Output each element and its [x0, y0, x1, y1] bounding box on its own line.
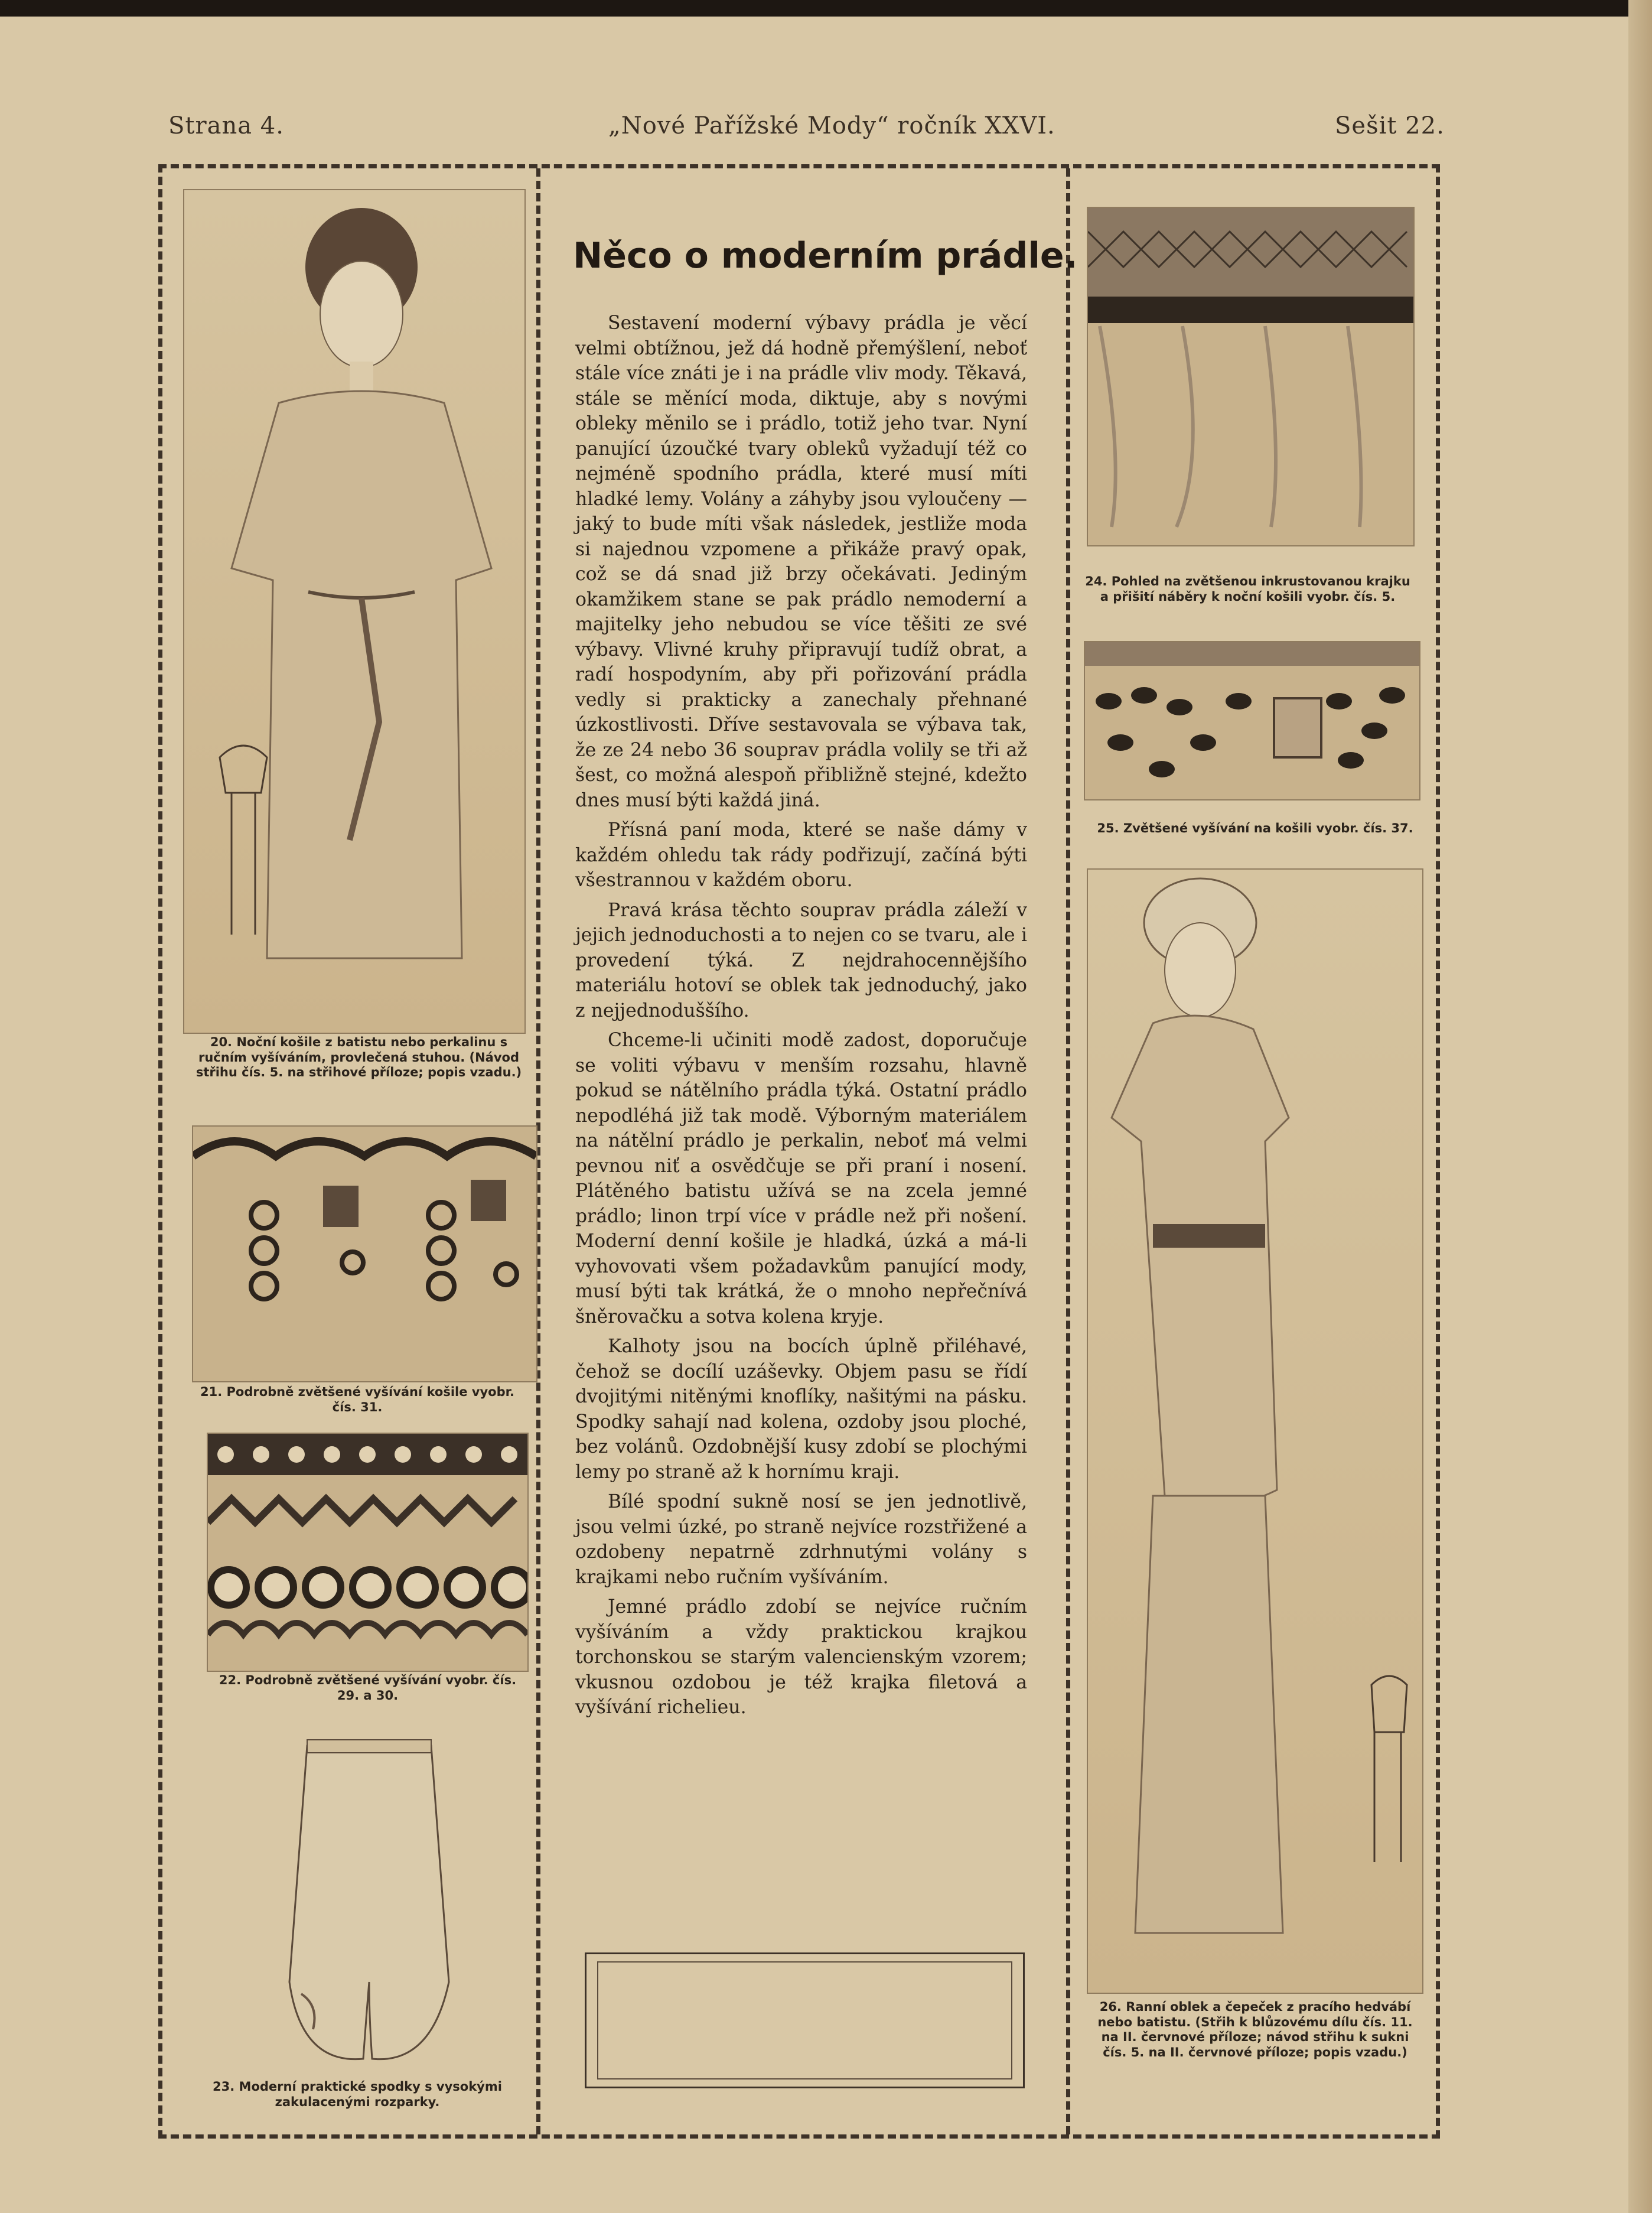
caption-fig25: 25. Zvětšené vyšívání na košili vyobr. čís. 37.: [1097, 821, 1413, 835]
scan-right-edge: [1628, 0, 1652, 2213]
article-paragraph: Jemné prádlo zdobí se nejvíce ručním vyšíváním a vždy praktickou krajkou torchonskou se starým valencienským vzorem; vkusnou ozdobou je též krajka filetová a vyšívání richelieu.: [575, 1596, 1027, 1718]
figure-26-morning-dress-illustration: [1087, 868, 1423, 1994]
article-paragraph: Pravá krása těchto souprav prádla záleží v jejich jednoduchosti a to nejen co se tvaru, ale i provedení týká. Z nejdrahocennějšího materiálu hotoví se oblek tak jednoduchý, jako z nejjednoduššího.: [575, 899, 1027, 1021]
page-number: Strana 4.: [168, 112, 284, 139]
figure-22-embroidery-illustration: [207, 1433, 529, 1672]
empty-frame-box: [585, 1952, 1025, 2088]
issue-number: Sešit 22.: [1335, 112, 1445, 139]
article-body: [575, 311, 1027, 1725]
article-paragraph: Přísná paní moda, které se naše dámy v každém ohledu tak rády podřizují, začíná býti všestrannou v každém oboru.: [575, 819, 1027, 891]
article-paragraph: Chceme-li učiniti modě zadost, doporučuje se voliti výbavu v menším rozsahu, hlavně pokud se nátělního prádla týká. Ostatní prádlo nepodléhá již tak modě. Výborným materiálem na nátělní prádlo je perkalin, neboť má velmi pevnou niť a osvědčuje se při praní i nosení. Plátěného batistu užívá se na zcela jemné prádlo; linon trpí více v prádle než při nošení. Moderní denní košile je hladká, úzká a má-li vyhovovati všem požadavkům panující mody, musí býti tak krátká, že o mnoho nepřečnívá šněrovačku a sotva kolena kryje.: [575, 1030, 1027, 1327]
figure-25-embroidery-illustration: [1084, 641, 1420, 800]
caption-fig26: 26. Ranní oblek a čepeček z pracího hedvábí nebo batistu. (Střih k blůzovému dílu čís. 11. na II. červnové příloze; návod střihu k sukni čís. 5. na II. červnové příloze; popis vzadu.): [1097, 2000, 1413, 2059]
scan-top-edge: [0, 0, 1652, 17]
article-paragraph: Bílé spodní sukně nosí se jen jednotlivě, jsou velmi úzké, po straně nejvíce rozstřižené a ozdobeny nepatrně zdrhnutými volány s krajkami nebo ručním vyšíváním.: [575, 1491, 1027, 1588]
caption-fig23: 23. Moderní praktické spodky s vysokými zakulacenými rozparky.: [213, 2079, 502, 2109]
article-title: Něco o moderním prádle.: [573, 235, 1078, 276]
caption-fig20: 20. Noční košile z batistu nebo perkalinu s ručním vyšíváním, provlečená stuhou. (Návod střihu čís. 5. na střihové příloze; popis vzadu.): [195, 1035, 522, 1080]
figure-23-drawers-illustration: [284, 1734, 455, 2074]
figure-20-nightgown-illustration: [183, 189, 526, 1034]
column-rule-right: [1066, 168, 1070, 2134]
caption-fig21: 21. Podrobně zvětšené vyšívání košile vyobr. čís. 31.: [200, 1385, 514, 1414]
journal-title: „Nové Pařížské Mody“ ročník XXVI.: [608, 112, 1055, 139]
article-paragraph: Sestavení moderní výbavy prádla je věcí velmi obtížnou, jež dá hodně přemýšlení, neboť stále více znáti je i na prádle vliv mody. Těkavá, stále se měnící moda, diktuje, aby s novými obleky měnilo se i prádlo, totiž jeho tvar. Nyní panující úzoučké tvary obleků vyžadují též co nejméně spodního prádla, které musí míti hladké lemy. Volány a záhyby jsou vyloučeny — jaký to bude míti však následek, jestliže moda si najednou vzpomene a přikáže pravý opak, což se dá snad již brzy očekávati. Jediným okamžikem stane se pak prádlo nemoderní a majitelky jeho nebudou se více těšiti ze své výbavy. Vlivné kruhy připravují tudíž obrat, a radí hospodyním, aby při pořizování prádla vedly si prakticky a zanechaly přehnané úzkostlivosti. Dříve sestavovala se výbava tak, že ze 24 nebo 36 souprav prádla volily se tři až šest, co možná alespoň přibližně stejné, kdežto dnes musí býti každá jiná.: [575, 313, 1027, 811]
caption-fig24: 24. Pohled na zvětšenou inkrustovanou krajku a přišití náběry k noční košili vyobr. čís. 5.: [1085, 574, 1410, 604]
figure-21-embroidery-illustration: [192, 1125, 537, 1382]
caption-fig22: 22. Podrobně zvětšené vyšívání vyobr. čís. 29. a 30.: [219, 1673, 517, 1703]
figure-24-lace-illustration: [1087, 207, 1415, 546]
article-paragraph: Kalhoty jsou na bocích úplně přiléhavé, čehož se docílí uzáševky. Objem pasu se řídí dvojitými nitěnými knoflíky, našitými na pásku. Spodky sahají nad kolena, ozdoby jsou ploché, bez volánů. Ozdobnější kusy zdobí se plochými lemy po straně až k hornímu kraji.: [575, 1336, 1027, 1483]
